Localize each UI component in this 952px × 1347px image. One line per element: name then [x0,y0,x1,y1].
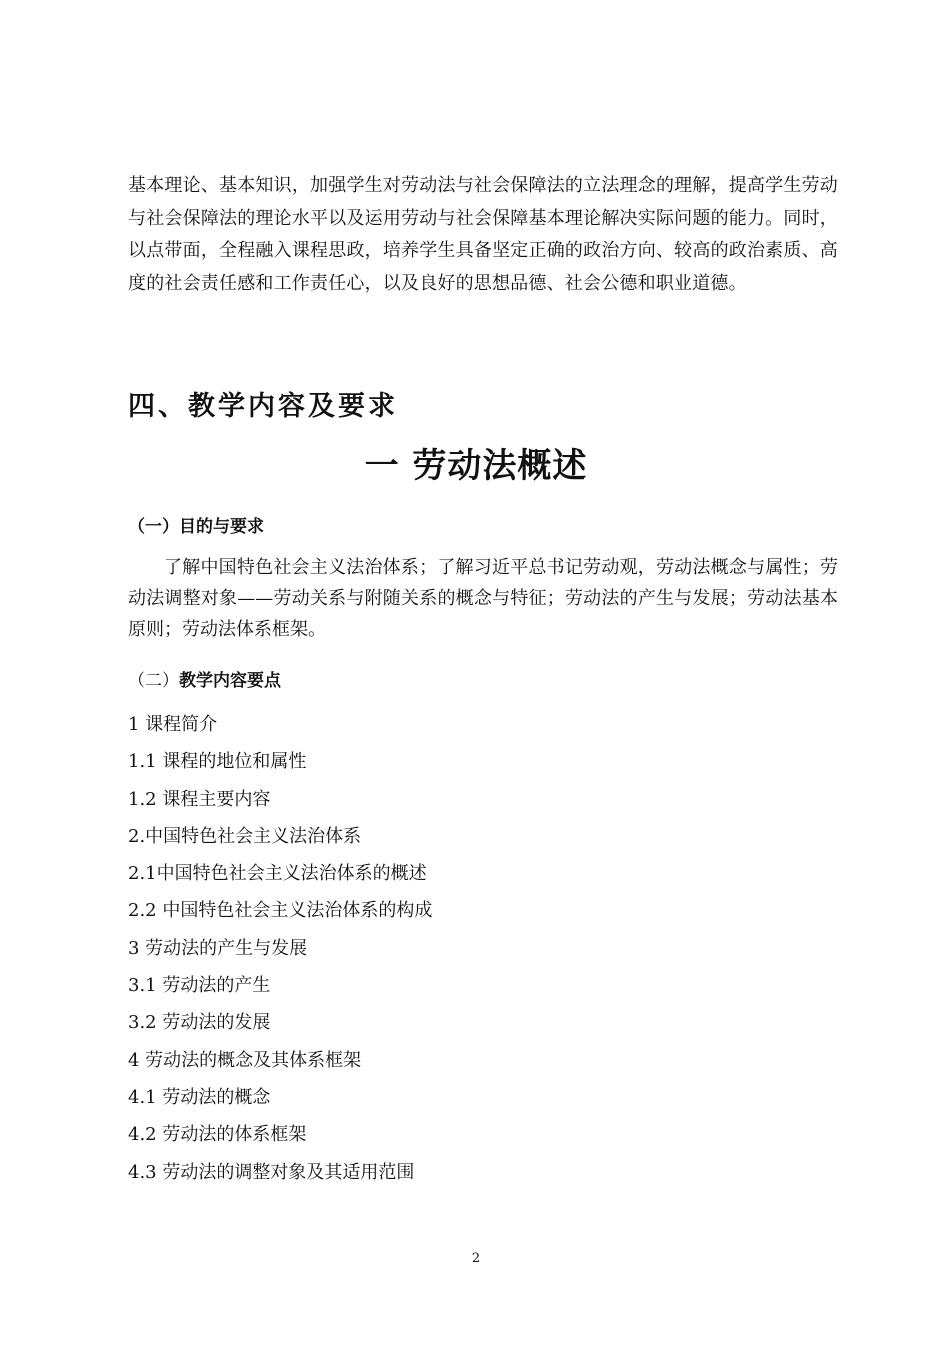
chapter-title: 一 劳动法概述 [364,446,588,486]
content-points-heading [128,666,281,691]
objective-heading: （一）目的与要求 [128,517,264,537]
outline-item: 4.3 劳动法的调整对象及其适用范围 [128,1161,415,1183]
outline-item: 4 劳动法的概念及其体系框架 [128,1049,362,1071]
outline-item: 1 课程简介 [128,714,218,735]
outline-item: 3 劳动法的产生与发展 [128,937,308,959]
outline-item: 2.1中国特色社会主义法治体系的概述 [128,863,427,885]
outline-item: 3.2 劳动法的发展 [128,1012,271,1034]
outline-item: 3.1 劳动法的产生 [128,975,271,997]
outline-item: 2.2 中国特色社会主义法治体系的构成 [128,900,433,922]
content-points-heading-text: 教学内容要点 [179,671,281,691]
content-points-heading-prefix: （二） [128,671,179,691]
objective-paragraph: 了解中国特色社会主义法治体系；了解习近平总书记劳动观，劳动法概念与属性；劳动法调整对象——劳动关系与附随关系的概念与特征；劳动法的产生与发展；劳动法基本原则；劳动法体系框架。 [128,557,838,640]
outline-item: 1.1 课程的地位和属性 [128,751,307,773]
intro-paragraph: 基本理论、基本知识，加强学生对劳动法与社会保障法的立法理念的理解，提高学生劳动与社会保障法的理论水平以及运用劳动与社会保障基本理论解决实际问题的能力。同时，以点带面，全程融入课程思政，培养学生具备坚定正确的政治方向、较高的政治素质、高度的社会责任感和工作责任心，以及良好的思想品德、社会公德和职业道德。 [128,175,838,294]
content-outline-list [128,706,432,1191]
outline-item: 4.1 劳动法的概念 [128,1086,271,1108]
page-number: 2 [471,1251,481,1266]
outline-item: 1.2 课程主要内容 [128,788,271,810]
section-heading: 四、教学内容及要求 [128,391,398,422]
outline-item: 4.2 劳动法的体系框架 [128,1124,307,1146]
outline-item: 2.中国特色社会主义法治体系 [128,825,362,847]
